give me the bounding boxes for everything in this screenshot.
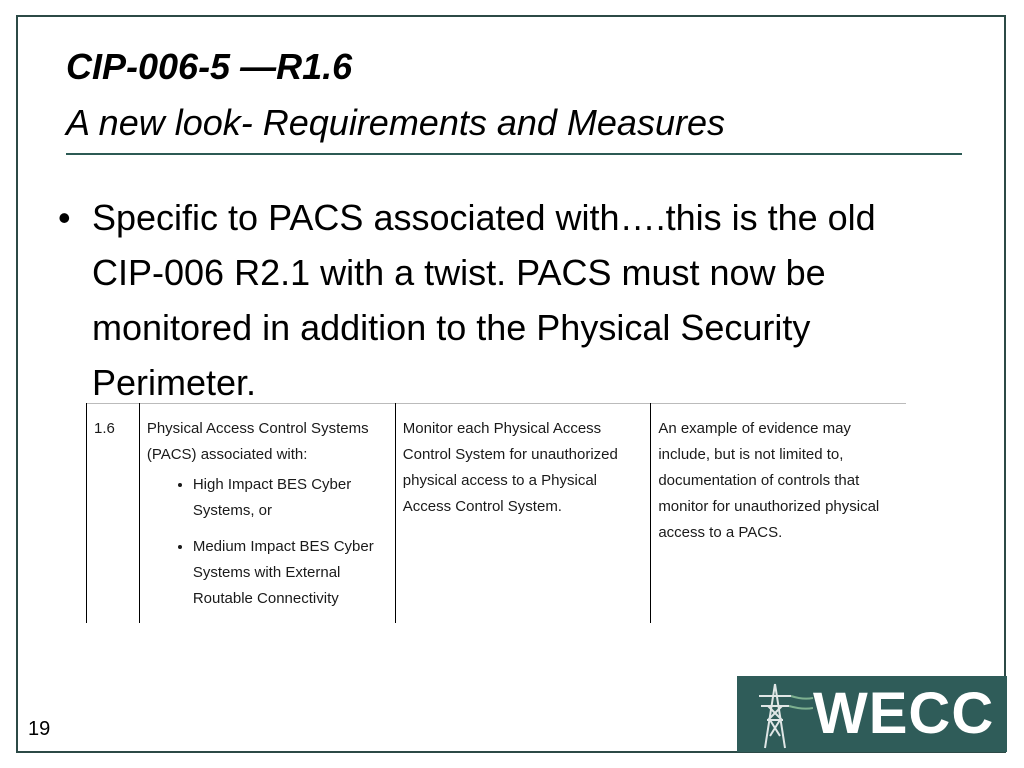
title-divider <box>66 153 962 155</box>
slide-number: 19 <box>28 718 51 740</box>
applicability-cell <box>139 404 395 624</box>
requirement-id-cell: 1.6 <box>87 404 140 624</box>
measures-cell: An example of evidence may include, but is not limited to, documentation of controls that monitor for unauthorized physical access to a PACS. <box>651 404 906 624</box>
bullet-text: Specific to PACS associated with….this is the old CIP-006 R2.1 with a twist. PACS must now be monitored in addition to the Physical Security Perimeter. <box>92 197 876 403</box>
table-row <box>87 404 907 624</box>
transmission-tower-icon <box>737 676 813 752</box>
requirement-cell: Monitor each Physical Access Control System for unauthorized physical access to a Physical Access Control System. <box>395 404 651 624</box>
logo-text: WECC <box>813 681 995 746</box>
requirements-table <box>86 403 906 623</box>
list-item: • High Impact BES Cyber Systems, or <box>193 472 388 524</box>
slide-subtitle: A new look- Requirements and Measures <box>66 102 725 143</box>
slide-title: CIP-006-5 —R1.6 <box>66 46 353 87</box>
applicability-intro: Physical Access Control Systems (PACS) associated with: <box>146 420 369 463</box>
wecc-logo <box>737 676 1007 752</box>
list-item: • Medium Impact BES Cyber Systems with External Routable Connectivity <box>193 534 388 612</box>
bullet-dot-icon: • <box>58 197 71 238</box>
bullet-item <box>58 190 948 410</box>
applicability-list <box>147 472 388 612</box>
